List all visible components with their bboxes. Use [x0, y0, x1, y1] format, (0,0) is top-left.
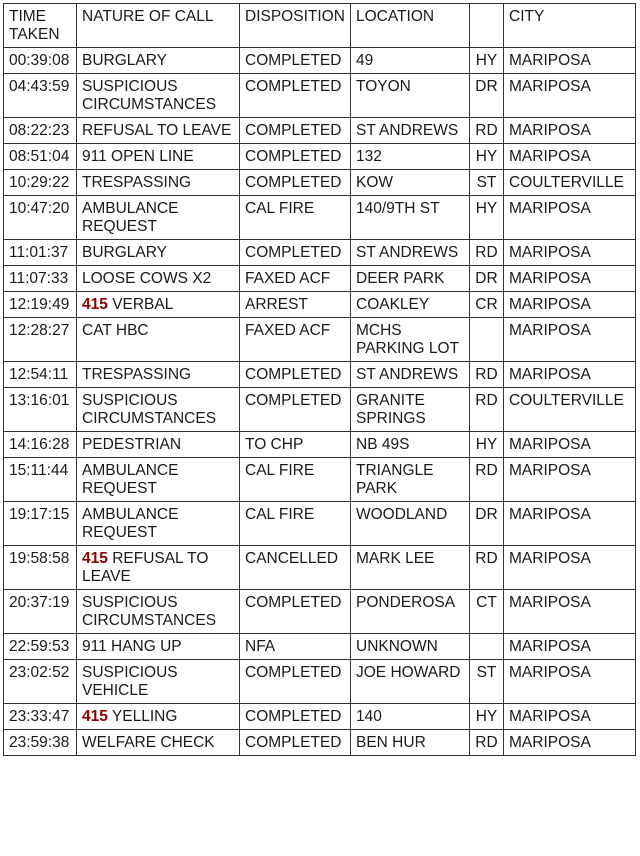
nature-text: CAT HBC	[82, 322, 149, 339]
suffix-cell: HY	[470, 48, 504, 74]
header-row	[4, 4, 636, 48]
nature-cell	[77, 590, 240, 634]
suffix-cell: RD	[470, 546, 504, 590]
nature-text: SUSPICIOUS CIRCUMSTANCES	[82, 594, 217, 629]
location-cell: MCHS PARKING LOT	[351, 318, 470, 362]
table-row	[4, 590, 636, 634]
city-cell: COULTERVILLE	[504, 388, 636, 432]
suffix-cell: ST	[470, 660, 504, 704]
header-city: CITY	[504, 4, 636, 48]
time-cell: 10:29:22	[4, 170, 77, 196]
nature-text: YELLING	[111, 708, 178, 725]
time-cell: 11:01:37	[4, 240, 77, 266]
disposition-cell: CAL FIRE	[240, 196, 351, 240]
nature-text: REFUSAL TO LEAVE	[82, 550, 209, 585]
nature-text: SUSPICIOUS VEHICLE	[82, 664, 178, 699]
nature-text: AMBULANCE REQUEST	[82, 200, 179, 235]
city-cell: MARIPOSA	[504, 730, 636, 756]
location-cell: 49	[351, 48, 470, 74]
disposition-cell: CAL FIRE	[240, 458, 351, 502]
disposition-cell: COMPLETED	[240, 590, 351, 634]
table-row	[4, 432, 636, 458]
suffix-cell: CR	[470, 292, 504, 318]
city-cell: MARIPOSA	[504, 292, 636, 318]
table-row	[4, 196, 636, 240]
table-row	[4, 730, 636, 756]
nature-cell	[77, 48, 240, 74]
table-row	[4, 318, 636, 362]
suffix-cell: HY	[470, 704, 504, 730]
header-time: TIME TAKEN	[4, 4, 77, 48]
time-cell: 15:11:44	[4, 458, 77, 502]
time-cell: 08:51:04	[4, 144, 77, 170]
city-cell: MARIPOSA	[504, 590, 636, 634]
time-cell: 20:37:19	[4, 590, 77, 634]
table-row	[4, 546, 636, 590]
disposition-cell: COMPLETED	[240, 388, 351, 432]
location-cell: PONDEROSA	[351, 590, 470, 634]
nature-text: LOOSE COWS X2	[82, 270, 212, 287]
time-cell: 11:07:33	[4, 266, 77, 292]
time-cell: 12:28:27	[4, 318, 77, 362]
city-cell: MARIPOSA	[504, 240, 636, 266]
time-cell: 12:54:11	[4, 362, 77, 388]
table-row	[4, 292, 636, 318]
suffix-cell: HY	[470, 196, 504, 240]
location-cell: 140	[351, 704, 470, 730]
time-cell: 14:16:28	[4, 432, 77, 458]
suffix-cell: DR	[470, 502, 504, 546]
suffix-cell: RD	[470, 362, 504, 388]
location-cell: BEN HUR	[351, 730, 470, 756]
time-cell: 19:17:15	[4, 502, 77, 546]
header-disposition: DISPOSITION	[240, 4, 351, 48]
city-cell: MARIPOSA	[504, 196, 636, 240]
time-cell: 19:58:58	[4, 546, 77, 590]
suffix-cell	[470, 634, 504, 660]
nature-cell	[77, 660, 240, 704]
location-cell: TRIANGLE PARK	[351, 458, 470, 502]
table-row	[4, 266, 636, 292]
nature-text: AMBULANCE REQUEST	[82, 462, 179, 497]
table-row	[4, 144, 636, 170]
nature-cell	[77, 546, 240, 590]
disposition-cell: COMPLETED	[240, 144, 351, 170]
nature-cell	[77, 502, 240, 546]
location-cell: NB 49S	[351, 432, 470, 458]
nature-cell	[77, 432, 240, 458]
suffix-cell: RD	[470, 118, 504, 144]
suffix-cell: ST	[470, 170, 504, 196]
nature-cell	[77, 74, 240, 118]
nature-text: BURGLARY	[82, 244, 167, 261]
table-row	[4, 634, 636, 660]
table-row	[4, 362, 636, 388]
nature-cell	[77, 118, 240, 144]
location-cell: KOW	[351, 170, 470, 196]
disposition-cell: COMPLETED	[240, 118, 351, 144]
time-cell: 10:47:20	[4, 196, 77, 240]
disposition-cell: COMPLETED	[240, 730, 351, 756]
nature-cell	[77, 170, 240, 196]
suffix-cell: DR	[470, 74, 504, 118]
nature-cell	[77, 240, 240, 266]
location-cell: COAKLEY	[351, 292, 470, 318]
nature-cell	[77, 730, 240, 756]
table-body	[4, 48, 636, 756]
nature-text: PEDESTRIAN	[82, 436, 182, 453]
city-cell: MARIPOSA	[504, 432, 636, 458]
time-cell: 04:43:59	[4, 74, 77, 118]
table-row	[4, 388, 636, 432]
city-cell: MARIPOSA	[504, 660, 636, 704]
location-cell: 140/9TH ST	[351, 196, 470, 240]
time-cell: 13:16:01	[4, 388, 77, 432]
city-cell: MARIPOSA	[504, 634, 636, 660]
city-cell: MARIPOSA	[504, 318, 636, 362]
nature-cell	[77, 704, 240, 730]
table-row	[4, 240, 636, 266]
nature-cell	[77, 458, 240, 502]
table-row	[4, 48, 636, 74]
time-cell: 08:22:23	[4, 118, 77, 144]
disposition-cell: COMPLETED	[240, 660, 351, 704]
time-cell: 00:39:08	[4, 48, 77, 74]
nature-cell	[77, 266, 240, 292]
disposition-cell: COMPLETED	[240, 704, 351, 730]
nature-text: TRESPASSING	[82, 366, 192, 383]
call-code: 415	[82, 550, 108, 567]
nature-cell	[77, 144, 240, 170]
disposition-cell: NFA	[240, 634, 351, 660]
suffix-cell: DR	[470, 266, 504, 292]
disposition-cell: COMPLETED	[240, 48, 351, 74]
table-row	[4, 502, 636, 546]
disposition-cell: COMPLETED	[240, 240, 351, 266]
call-code: 415	[82, 708, 108, 725]
nature-text: TRESPASSING	[82, 174, 192, 191]
suffix-cell: CT	[470, 590, 504, 634]
location-cell: DEER PARK	[351, 266, 470, 292]
city-cell: MARIPOSA	[504, 144, 636, 170]
city-cell: MARIPOSA	[504, 266, 636, 292]
nature-text: 911 OPEN LINE	[82, 148, 194, 165]
disposition-cell: CANCELLED	[240, 546, 351, 590]
nature-text: BURGLARY	[82, 52, 167, 69]
city-cell: MARIPOSA	[504, 458, 636, 502]
disposition-cell: FAXED ACF	[240, 318, 351, 362]
disposition-cell: ARREST	[240, 292, 351, 318]
time-cell: 23:02:52	[4, 660, 77, 704]
table-row	[4, 74, 636, 118]
nature-text: WELFARE CHECK	[82, 734, 215, 751]
nature-text: SUSPICIOUS CIRCUMSTANCES	[82, 392, 217, 427]
disposition-cell: COMPLETED	[240, 74, 351, 118]
table-row	[4, 118, 636, 144]
disposition-cell: CAL FIRE	[240, 502, 351, 546]
suffix-cell: RD	[470, 240, 504, 266]
location-cell: ST ANDREWS	[351, 240, 470, 266]
location-cell: TOYON	[351, 74, 470, 118]
suffix-cell	[470, 318, 504, 362]
table-row	[4, 170, 636, 196]
nature-cell	[77, 318, 240, 362]
disposition-cell: COMPLETED	[240, 362, 351, 388]
location-cell: 132	[351, 144, 470, 170]
location-cell: ST ANDREWS	[351, 362, 470, 388]
location-cell: JOE HOWARD	[351, 660, 470, 704]
city-cell: MARIPOSA	[504, 502, 636, 546]
header-nature: NATURE OF CALL	[77, 4, 240, 48]
nature-cell	[77, 196, 240, 240]
call-log-table	[3, 3, 636, 756]
suffix-cell: RD	[470, 458, 504, 502]
call-code: 415	[82, 296, 108, 313]
suffix-cell: HY	[470, 432, 504, 458]
city-cell: MARIPOSA	[504, 362, 636, 388]
time-cell: 22:59:53	[4, 634, 77, 660]
suffix-cell: HY	[470, 144, 504, 170]
time-cell: 23:59:38	[4, 730, 77, 756]
city-cell: MARIPOSA	[504, 48, 636, 74]
nature-text: 911 HANG UP	[82, 638, 182, 655]
nature-cell	[77, 388, 240, 432]
location-cell: MARK LEE	[351, 546, 470, 590]
nature-cell	[77, 292, 240, 318]
nature-text: SUSPICIOUS CIRCUMSTANCES	[82, 78, 217, 113]
table-row	[4, 704, 636, 730]
time-cell: 12:19:49	[4, 292, 77, 318]
header-location: LOCATION	[351, 4, 470, 48]
location-cell: UNKNOWN	[351, 634, 470, 660]
nature-text: VERBAL	[112, 296, 174, 313]
table-row	[4, 458, 636, 502]
nature-text: AMBULANCE REQUEST	[82, 506, 179, 541]
suffix-cell: RD	[470, 388, 504, 432]
location-cell: ST ANDREWS	[351, 118, 470, 144]
nature-text: REFUSAL TO LEAVE	[82, 122, 232, 139]
disposition-cell: TO CHP	[240, 432, 351, 458]
city-cell: MARIPOSA	[504, 546, 636, 590]
time-cell: 23:33:47	[4, 704, 77, 730]
table-row	[4, 660, 636, 704]
city-cell: MARIPOSA	[504, 118, 636, 144]
header-suffix	[470, 4, 504, 48]
city-cell: MARIPOSA	[504, 704, 636, 730]
disposition-cell: FAXED ACF	[240, 266, 351, 292]
location-cell: WOODLAND	[351, 502, 470, 546]
location-cell: GRANITE SPRINGS	[351, 388, 470, 432]
city-cell: COULTERVILLE	[504, 170, 636, 196]
suffix-cell: RD	[470, 730, 504, 756]
city-cell: MARIPOSA	[504, 74, 636, 118]
disposition-cell: COMPLETED	[240, 170, 351, 196]
nature-cell	[77, 362, 240, 388]
nature-cell	[77, 634, 240, 660]
